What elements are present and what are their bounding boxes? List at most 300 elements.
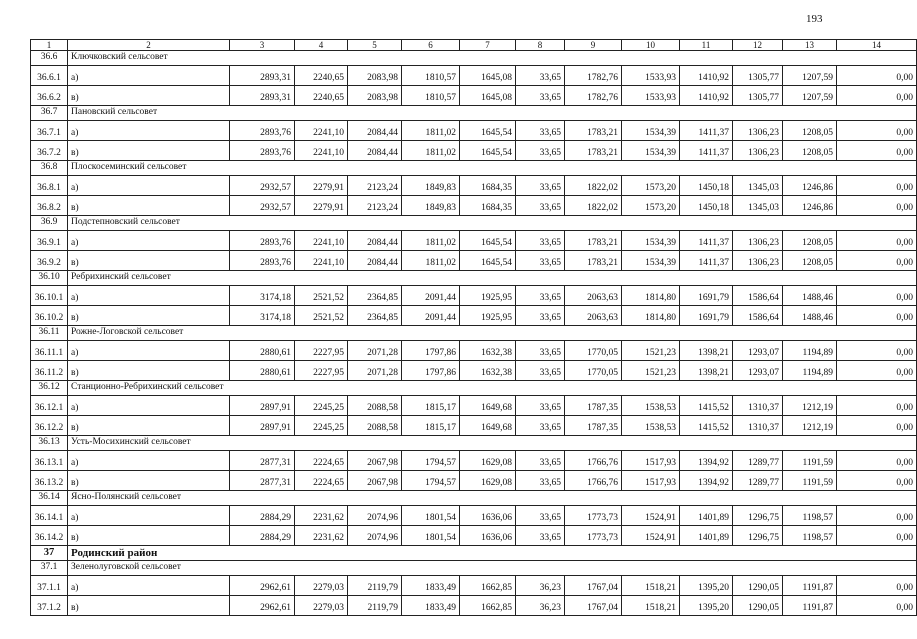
value-cell: 2241,10 <box>295 251 348 271</box>
value-cell: 1787,35 <box>565 416 622 436</box>
value-cell: 1833,49 <box>402 596 460 616</box>
row-code: 36.7 <box>31 106 68 121</box>
value-cell: 1345,03 <box>733 176 783 196</box>
value-cell: 1191,59 <box>783 451 837 471</box>
value-cell: 2279,03 <box>295 576 348 596</box>
value-cell: 1645,54 <box>460 251 516 271</box>
value-cell: 1797,86 <box>402 341 460 361</box>
value-cell: 2880,61 <box>230 361 295 381</box>
value-cell: 0,00 <box>837 141 917 161</box>
value-cell: 36,23 <box>516 596 565 616</box>
value-cell: 1815,17 <box>402 396 460 416</box>
value-cell: 2091,44 <box>402 286 460 306</box>
value-cell: 1632,38 <box>460 341 516 361</box>
value-cell: 1811,02 <box>402 231 460 251</box>
table-row <box>31 416 917 436</box>
value-cell: 2067,98 <box>348 471 402 491</box>
value-cell: 1770,05 <box>565 361 622 381</box>
value-cell: 1645,54 <box>460 141 516 161</box>
value-cell: 0,00 <box>837 361 917 381</box>
row-label: в) <box>68 416 230 436</box>
row-code: 36.6 <box>31 51 68 66</box>
section-row <box>31 561 917 576</box>
row-code: 37.1 <box>31 561 68 576</box>
table-body <box>31 40 917 616</box>
section-title: Рожне-Логовской сельсовет <box>68 326 917 341</box>
value-cell: 1782,76 <box>565 86 622 106</box>
value-cell: 2880,61 <box>230 341 295 361</box>
value-cell: 2119,79 <box>348 596 402 616</box>
value-cell: 1534,39 <box>622 121 680 141</box>
value-cell: 0,00 <box>837 526 917 546</box>
table-row <box>31 176 917 196</box>
value-cell: 1649,68 <box>460 396 516 416</box>
value-cell: 2071,28 <box>348 341 402 361</box>
value-cell: 1518,21 <box>622 576 680 596</box>
value-cell: 1794,57 <box>402 451 460 471</box>
value-cell: 1194,89 <box>783 341 837 361</box>
table-row <box>31 361 917 381</box>
value-cell: 1208,05 <box>783 141 837 161</box>
value-cell: 1488,46 <box>783 286 837 306</box>
value-cell: 1398,21 <box>680 361 733 381</box>
value-cell: 1415,52 <box>680 396 733 416</box>
value-cell: 2123,24 <box>348 196 402 216</box>
value-cell: 0,00 <box>837 121 917 141</box>
value-cell: 1636,06 <box>460 506 516 526</box>
value-cell: 2893,76 <box>230 121 295 141</box>
column-number: 13 <box>783 40 837 51</box>
value-cell: 33,65 <box>516 361 565 381</box>
value-cell: 1533,93 <box>622 86 680 106</box>
row-code: 36.11.2 <box>31 361 68 381</box>
value-cell: 2224,65 <box>295 471 348 491</box>
value-cell: 1306,23 <box>733 231 783 251</box>
value-cell: 2088,58 <box>348 396 402 416</box>
section-title: Плоскосеминский сельсовет <box>68 161 917 176</box>
value-cell: 36,23 <box>516 576 565 596</box>
value-cell: 1586,64 <box>733 306 783 326</box>
value-cell: 1296,75 <box>733 526 783 546</box>
value-cell: 2279,91 <box>295 176 348 196</box>
value-cell: 1766,76 <box>565 471 622 491</box>
value-cell: 2897,91 <box>230 396 295 416</box>
value-cell: 1573,20 <box>622 176 680 196</box>
value-cell: 1305,77 <box>733 86 783 106</box>
value-cell: 2084,44 <box>348 251 402 271</box>
value-cell: 0,00 <box>837 451 917 471</box>
value-cell: 2224,65 <box>295 451 348 471</box>
row-code: 36.8 <box>31 161 68 176</box>
column-number: 12 <box>733 40 783 51</box>
value-cell: 1849,83 <box>402 196 460 216</box>
value-cell: 1684,35 <box>460 176 516 196</box>
table-row <box>31 141 917 161</box>
value-cell: 2123,24 <box>348 176 402 196</box>
table-row <box>31 471 917 491</box>
value-cell: 2893,76 <box>230 231 295 251</box>
value-cell: 3174,18 <box>230 306 295 326</box>
value-cell: 2932,57 <box>230 196 295 216</box>
value-cell: 0,00 <box>837 86 917 106</box>
row-code: 37.1.1 <box>31 576 68 596</box>
value-cell: 1411,37 <box>680 121 733 141</box>
value-cell: 1310,37 <box>733 396 783 416</box>
table-row <box>31 506 917 526</box>
value-cell: 2074,96 <box>348 506 402 526</box>
value-cell: 2063,63 <box>565 306 622 326</box>
row-code: 36.10.2 <box>31 306 68 326</box>
table-row <box>31 251 917 271</box>
value-cell: 1636,06 <box>460 526 516 546</box>
section-title: Ключковский сельсовет <box>68 51 917 66</box>
value-cell: 2893,76 <box>230 141 295 161</box>
row-label: в) <box>68 596 230 616</box>
row-label: а) <box>68 506 230 526</box>
district-title: Родинский район <box>68 546 917 561</box>
row-label: в) <box>68 306 230 326</box>
row-code: 36.9.1 <box>31 231 68 251</box>
value-cell: 1810,57 <box>402 66 460 86</box>
row-label: а) <box>68 341 230 361</box>
value-cell: 1521,23 <box>622 341 680 361</box>
value-cell: 2962,61 <box>230 596 295 616</box>
value-cell: 1691,79 <box>680 286 733 306</box>
table-row <box>31 306 917 326</box>
value-cell: 0,00 <box>837 596 917 616</box>
value-cell: 2893,31 <box>230 66 295 86</box>
row-label: в) <box>68 86 230 106</box>
value-cell: 1814,80 <box>622 286 680 306</box>
value-cell: 1811,02 <box>402 251 460 271</box>
value-cell: 0,00 <box>837 66 917 86</box>
row-label: а) <box>68 396 230 416</box>
row-label: а) <box>68 576 230 596</box>
value-cell: 1822,02 <box>565 196 622 216</box>
value-cell: 2240,65 <box>295 86 348 106</box>
value-cell: 2897,91 <box>230 416 295 436</box>
column-number: 10 <box>622 40 680 51</box>
table-row <box>31 286 917 306</box>
row-label: в) <box>68 361 230 381</box>
value-cell: 1488,46 <box>783 306 837 326</box>
section-title: Ясно-Полянский сельсовет <box>68 491 917 506</box>
value-cell: 2084,44 <box>348 231 402 251</box>
row-code: 37 <box>31 546 68 561</box>
value-cell: 1305,77 <box>733 66 783 86</box>
row-label: в) <box>68 471 230 491</box>
value-cell: 2364,85 <box>348 306 402 326</box>
row-code: 36.8.1 <box>31 176 68 196</box>
value-cell: 1684,35 <box>460 196 516 216</box>
value-cell: 1411,37 <box>680 231 733 251</box>
row-code: 36.7.1 <box>31 121 68 141</box>
column-number: 1 <box>31 40 68 51</box>
value-cell: 1246,86 <box>783 176 837 196</box>
value-cell: 1811,02 <box>402 121 460 141</box>
row-code: 36.14.2 <box>31 526 68 546</box>
value-cell: 1212,19 <box>783 396 837 416</box>
row-code: 36.12 <box>31 381 68 396</box>
value-cell: 1411,37 <box>680 251 733 271</box>
row-code: 36.9.2 <box>31 251 68 271</box>
value-cell: 1290,05 <box>733 576 783 596</box>
section-title: Станционно-Ребрихинский сельсовет <box>68 381 917 396</box>
value-cell: 1191,87 <box>783 576 837 596</box>
value-cell: 0,00 <box>837 416 917 436</box>
value-cell: 1645,08 <box>460 66 516 86</box>
column-number: 9 <box>565 40 622 51</box>
section-row <box>31 326 917 341</box>
value-cell: 1538,53 <box>622 396 680 416</box>
value-cell: 33,65 <box>516 526 565 546</box>
table-row <box>31 231 917 251</box>
table-row <box>31 596 917 616</box>
value-cell: 2884,29 <box>230 526 295 546</box>
row-label: а) <box>68 286 230 306</box>
value-cell: 2083,98 <box>348 86 402 106</box>
value-cell: 2088,58 <box>348 416 402 436</box>
value-cell: 1632,38 <box>460 361 516 381</box>
value-cell: 0,00 <box>837 506 917 526</box>
value-cell: 1524,91 <box>622 506 680 526</box>
value-cell: 1810,57 <box>402 86 460 106</box>
value-cell: 1521,23 <box>622 361 680 381</box>
value-cell: 1410,92 <box>680 66 733 86</box>
value-cell: 1629,08 <box>460 451 516 471</box>
value-cell: 33,65 <box>516 121 565 141</box>
table-row <box>31 526 917 546</box>
value-cell: 2091,44 <box>402 306 460 326</box>
value-cell: 1767,04 <box>565 596 622 616</box>
section-title: Усть-Мосихинский сельсовет <box>68 436 917 451</box>
column-number: 14 <box>837 40 917 51</box>
value-cell: 33,65 <box>516 451 565 471</box>
value-cell: 2227,95 <box>295 341 348 361</box>
column-number: 3 <box>230 40 295 51</box>
value-cell: 2521,52 <box>295 306 348 326</box>
row-code: 36.10.1 <box>31 286 68 306</box>
section-row <box>31 436 917 451</box>
value-cell: 1208,05 <box>783 251 837 271</box>
value-cell: 1296,75 <box>733 506 783 526</box>
value-cell: 1645,08 <box>460 86 516 106</box>
value-cell: 1822,02 <box>565 176 622 196</box>
value-cell: 1208,05 <box>783 121 837 141</box>
value-cell: 1517,93 <box>622 471 680 491</box>
value-cell: 1586,64 <box>733 286 783 306</box>
value-cell: 2063,63 <box>565 286 622 306</box>
value-cell: 33,65 <box>516 306 565 326</box>
table-row <box>31 86 917 106</box>
column-number: 8 <box>516 40 565 51</box>
section-title: Зеленолуговской сельсовет <box>68 561 917 576</box>
value-cell: 33,65 <box>516 231 565 251</box>
column-number-row <box>31 40 917 51</box>
value-cell: 1401,89 <box>680 526 733 546</box>
column-number: 5 <box>348 40 402 51</box>
value-cell: 33,65 <box>516 66 565 86</box>
value-cell: 0,00 <box>837 341 917 361</box>
value-cell: 1191,59 <box>783 471 837 491</box>
table-row <box>31 66 917 86</box>
value-cell: 1925,95 <box>460 286 516 306</box>
value-cell: 2240,65 <box>295 66 348 86</box>
row-code: 36.13.2 <box>31 471 68 491</box>
district-row <box>31 546 917 561</box>
value-cell: 2364,85 <box>348 286 402 306</box>
tariff-table <box>30 39 917 616</box>
value-cell: 1306,23 <box>733 141 783 161</box>
row-label: а) <box>68 121 230 141</box>
value-cell: 1534,39 <box>622 231 680 251</box>
value-cell: 1212,19 <box>783 416 837 436</box>
value-cell: 2962,61 <box>230 576 295 596</box>
value-cell: 1662,85 <box>460 576 516 596</box>
value-cell: 1767,04 <box>565 576 622 596</box>
value-cell: 1415,52 <box>680 416 733 436</box>
value-cell: 2074,96 <box>348 526 402 546</box>
value-cell: 1573,20 <box>622 196 680 216</box>
value-cell: 0,00 <box>837 576 917 596</box>
row-code: 36.9 <box>31 216 68 231</box>
value-cell: 33,65 <box>516 286 565 306</box>
page-number: 193 <box>806 13 823 25</box>
value-cell: 2241,10 <box>295 121 348 141</box>
column-number: 11 <box>680 40 733 51</box>
value-cell: 1401,89 <box>680 506 733 526</box>
row-code: 36.11 <box>31 326 68 341</box>
value-cell: 1649,68 <box>460 416 516 436</box>
table-row <box>31 396 917 416</box>
row-code: 36.6.1 <box>31 66 68 86</box>
value-cell: 0,00 <box>837 251 917 271</box>
value-cell: 0,00 <box>837 306 917 326</box>
value-cell: 1833,49 <box>402 576 460 596</box>
value-cell: 1645,54 <box>460 231 516 251</box>
row-code: 36.10 <box>31 271 68 286</box>
row-code: 36.11.1 <box>31 341 68 361</box>
value-cell: 1533,93 <box>622 66 680 86</box>
value-cell: 2231,62 <box>295 526 348 546</box>
row-code: 36.8.2 <box>31 196 68 216</box>
value-cell: 1450,18 <box>680 176 733 196</box>
value-cell: 1773,73 <box>565 526 622 546</box>
value-cell: 1691,79 <box>680 306 733 326</box>
section-title: Пановский сельсовет <box>68 106 917 121</box>
section-row <box>31 381 917 396</box>
row-label: а) <box>68 176 230 196</box>
value-cell: 2119,79 <box>348 576 402 596</box>
value-cell: 1811,02 <box>402 141 460 161</box>
value-cell: 1395,20 <box>680 596 733 616</box>
value-cell: 1517,93 <box>622 451 680 471</box>
value-cell: 1310,37 <box>733 416 783 436</box>
value-cell: 2083,98 <box>348 66 402 86</box>
table-row <box>31 196 917 216</box>
value-cell: 0,00 <box>837 286 917 306</box>
value-cell: 1293,07 <box>733 341 783 361</box>
section-title: Ребрихинский сельсовет <box>68 271 917 286</box>
row-code: 36.14.1 <box>31 506 68 526</box>
value-cell: 1766,76 <box>565 451 622 471</box>
row-code: 36.12.1 <box>31 396 68 416</box>
column-number: 2 <box>68 40 230 51</box>
value-cell: 1398,21 <box>680 341 733 361</box>
table-row <box>31 341 917 361</box>
value-cell: 1801,54 <box>402 526 460 546</box>
value-cell: 1770,05 <box>565 341 622 361</box>
value-cell: 2245,25 <box>295 416 348 436</box>
row-code: 36.6.2 <box>31 86 68 106</box>
value-cell: 1246,86 <box>783 196 837 216</box>
value-cell: 1306,23 <box>733 121 783 141</box>
value-cell: 1411,37 <box>680 141 733 161</box>
column-number: 4 <box>295 40 348 51</box>
value-cell: 1773,73 <box>565 506 622 526</box>
row-label: а) <box>68 231 230 251</box>
value-cell: 2227,95 <box>295 361 348 381</box>
value-cell: 2279,03 <box>295 596 348 616</box>
value-cell: 2893,76 <box>230 251 295 271</box>
value-cell: 2893,31 <box>230 86 295 106</box>
table-row <box>31 121 917 141</box>
value-cell: 2279,91 <box>295 196 348 216</box>
row-code: 36.7.2 <box>31 141 68 161</box>
section-row <box>31 216 917 231</box>
table-row <box>31 576 917 596</box>
value-cell: 1198,57 <box>783 526 837 546</box>
value-cell: 33,65 <box>516 141 565 161</box>
row-label: в) <box>68 141 230 161</box>
row-label: а) <box>68 66 230 86</box>
section-row <box>31 161 917 176</box>
value-cell: 2231,62 <box>295 506 348 526</box>
value-cell: 1534,39 <box>622 141 680 161</box>
value-cell: 1293,07 <box>733 361 783 381</box>
section-row <box>31 106 917 121</box>
value-cell: 1191,87 <box>783 596 837 616</box>
value-cell: 1450,18 <box>680 196 733 216</box>
value-cell: 1925,95 <box>460 306 516 326</box>
value-cell: 1207,59 <box>783 86 837 106</box>
value-cell: 1662,85 <box>460 596 516 616</box>
value-cell: 33,65 <box>516 416 565 436</box>
row-code: 37.1.2 <box>31 596 68 616</box>
value-cell: 2071,28 <box>348 361 402 381</box>
value-cell: 2084,44 <box>348 141 402 161</box>
row-code: 36.13 <box>31 436 68 451</box>
section-title: Подстепновский сельсовет <box>68 216 917 231</box>
value-cell: 33,65 <box>516 471 565 491</box>
value-cell: 2521,52 <box>295 286 348 306</box>
value-cell: 1783,21 <box>565 141 622 161</box>
value-cell: 33,65 <box>516 86 565 106</box>
section-row <box>31 271 917 286</box>
value-cell: 1794,57 <box>402 471 460 491</box>
value-cell: 33,65 <box>516 506 565 526</box>
value-cell: 33,65 <box>516 196 565 216</box>
value-cell: 1518,21 <box>622 596 680 616</box>
value-cell: 1815,17 <box>402 416 460 436</box>
row-label: в) <box>68 196 230 216</box>
value-cell: 1198,57 <box>783 506 837 526</box>
row-label: в) <box>68 251 230 271</box>
section-row <box>31 51 917 66</box>
value-cell: 1849,83 <box>402 176 460 196</box>
value-cell: 0,00 <box>837 471 917 491</box>
value-cell: 2877,31 <box>230 451 295 471</box>
